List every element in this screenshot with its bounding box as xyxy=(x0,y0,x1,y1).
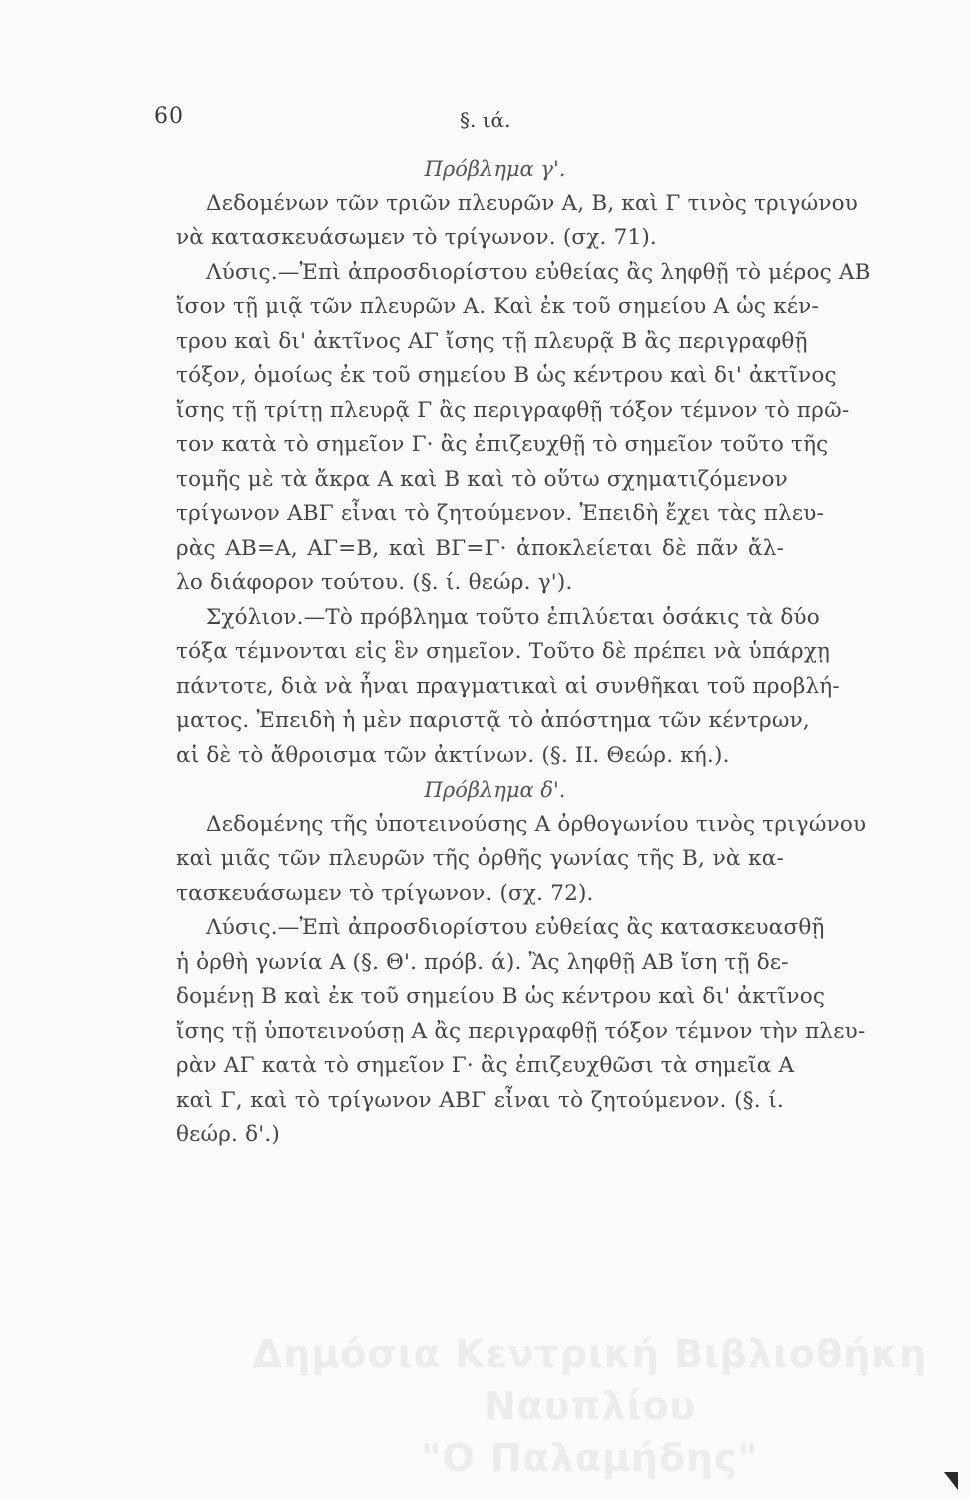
watermark-line: Δημόσια Κεντρική Βιβλιοθήκη Ναυπλίου xyxy=(252,1332,928,1428)
text-line: τομῆς μὲ τὰ ἄκρα Α καὶ Β καὶ τὸ οὕτω σχηματιζόμενον xyxy=(176,466,788,492)
text-line: καὶ μιᾶς τῶν πλευρῶν τῆς ὀρθῆς γωνίας τῆς Β, νὰ κα- xyxy=(176,846,784,871)
text-line: τόξα τέμνονται εἰς ἓν σημεῖον. Τοῦτο δὲ πρέπει νὰ ὑπάρχῃ xyxy=(176,639,831,664)
text-line: τασκευάσωμεν τὸ τρίγωνον. (σχ. 72). xyxy=(176,880,594,906)
corner-mark-icon xyxy=(944,1472,958,1490)
text-line: ἴσης τῇ ὑποτεινούσῃ Α ἂς περιγραφθῇ τόξον τέμνον τὴν πλευ- xyxy=(176,1018,866,1044)
text-line: ρὰς ΑΒ=Α, ΑΓ=Β, καὶ ΒΓ=Γ· ἀποκλείεται δὲ πᾶν ἄλ- xyxy=(176,535,784,561)
text-line: Λύσις.—Ἐπὶ ἀπροσδιορίστου εὐθείας ἂς κατασκευασθῇ xyxy=(206,915,825,940)
page-number: 60 xyxy=(154,104,184,129)
text-line: Δεδομένων τῶν τριῶν πλευρῶν Α, Β, καὶ Γ τινὸς τριγώνου xyxy=(206,190,859,216)
scholium-paragraph xyxy=(176,601,840,774)
page-body xyxy=(176,152,871,1153)
text-line: Σχόλιον.—Τὸ πρόβλημα τοῦτο ἐπιλύεται ὁσάκις τὰ δύο xyxy=(206,604,820,630)
text-line: καὶ Γ, καὶ τὸ τρίγωνον ΑΒΓ εἶναι τὸ ζητούμενον. (§. ί. xyxy=(176,1087,784,1113)
text-line: αἱ δὲ τὸ ἄθροισμα τῶν ἀκτίνων. (§. ΙΙ. Θεώρ. κή.). xyxy=(176,742,730,768)
text-line: πάντοτε, διὰ νὰ ἦναι πραγματικαὶ αἱ συνθῆκαι τοῦ προβλή- xyxy=(176,673,840,699)
text-line: Δεδομένης τῆς ὑποτεινούσης Α ὀρθογωνίου τινὸς τριγώνου xyxy=(206,811,867,837)
text-line: ἴσης τῇ τρίτῃ πλευρᾷ Γ ἂς περιγραφθῇ τόξον τέμνον τὸ πρῶ- xyxy=(176,397,850,423)
text-line: τόξον, ὁμοίως ἐκ τοῦ σημείου Β ὡς κέντρου καὶ δι' ἀκτῖνος xyxy=(176,363,837,388)
problem-gamma-heading: Πρόβλημα γ'. xyxy=(424,157,566,181)
text-line: ρὰν ΑΓ κατὰ τὸ σημεῖον Γ· ἂς ἐπιζευχθῶσι τὰ σημεῖα Α xyxy=(176,1053,795,1078)
text-line: ἴσον τῇ μιᾷ τῶν πλευρῶν Α. Καὶ ἐκ τοῦ σημείου Α ὡς κέν- xyxy=(176,294,819,319)
text-line: λο διάφορον τούτου. (§. ί. θεώρ. γ'). xyxy=(176,570,573,595)
problem-delta-heading: Πρόβλημα δ'. xyxy=(424,778,566,802)
text-line: τον κατὰ τὸ σημεῖον Γ· ἂς ἐπιζευχθῇ τὸ σημεῖον τοῦτο τῆς xyxy=(176,432,829,457)
problem-gamma-paragraph xyxy=(176,187,871,601)
library-watermark xyxy=(220,1328,960,1484)
text-line: ματος. Ἐπειδὴ ἡ μὲν παριστᾷ τὸ ἀπόστημα τῶν κέντρων, xyxy=(176,708,810,733)
text-line: νὰ κατασκευάσωμεν τὸ τρίγωνον. (σχ. 71). xyxy=(176,225,657,250)
watermark-line: "Ο Παλαμήδης" xyxy=(421,1436,759,1480)
text-line: ἡ ὀρθὴ γωνία Α (§. Θ'. πρόβ. ά). Ἂς ληφθῇ ΑΒ ἴση τῇ δε- xyxy=(176,949,789,975)
text-line: θεώρ. δ'.) xyxy=(176,1122,280,1147)
text-line: τρου καὶ δι' ἀκτῖνος ΑΓ ἴσης τῇ πλευρᾷ Β ἂς περιγραφθῇ xyxy=(176,328,808,354)
text-line: τρίγωνον ΑΒΓ εἶναι τὸ ζητούμενον. Ἐπειδὴ ἔχει τὰς πλευ- xyxy=(176,501,824,526)
section-header: §. ιά. xyxy=(460,108,511,132)
text-line: Λύσις.—Ἐπὶ ἀπροσδιορίστου εὐθείας ἂς ληφθῇ τὸ μέρος ΑΒ xyxy=(206,259,871,285)
problem-delta-paragraph xyxy=(176,808,867,1153)
text-line: δομένῃ Β καὶ ἐκ τοῦ σημείου Β ὡς κέντρου καὶ δι' ἀκτῖνος xyxy=(176,984,826,1009)
